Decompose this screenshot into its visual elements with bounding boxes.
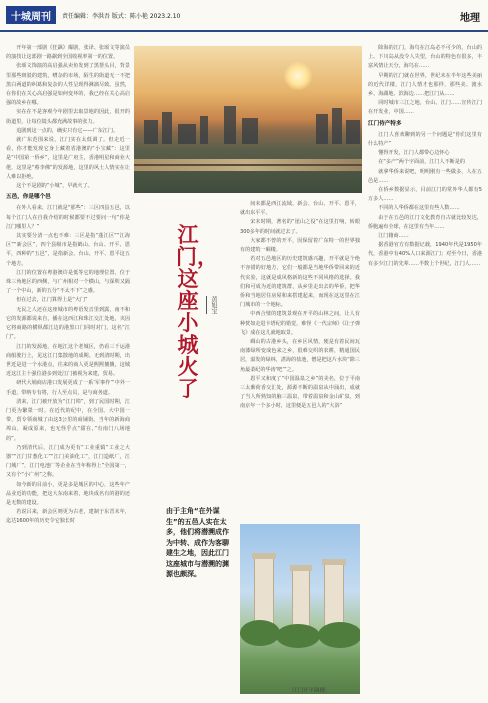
paragraph: 早期的江门就在世界，世纪末在半年这些美丽的近代洋楼，江门人情才也那样，那些美、渡水乡、海湖地、滨海边……把江门从…… — [368, 72, 482, 98]
paragraph: 开年第一部剧《狂飙》爆剧，张译、张颂文等演员的演技让这部剧一路飙到全国收视率第一的位置。 — [6, 45, 130, 61]
paragraph: 这个不是剧的“小城”，早就火了。 — [16, 183, 93, 190]
article-column-3 — [240, 200, 360, 518]
author-divider — [206, 296, 207, 314]
paragraph: 若对五邑地区的历史建筑感兴趣，开平就是个绝不容错的好地方，它们一般都是当地华侨带回来的近代实验，这就是成风格新的这些不同风格的选择。我们和可成为近的建筑群，从乡里走出去的华侨，把华侨和当地居住房屋和来搭建起来，而现在这这里在江门城市的一个地标。 — [240, 256, 360, 309]
paragraph: 中西合璧的建筑景观在开平的山林之间，让人有种恍如走进卡塔纪的错觉，难怪《一代宗师》《让子弹飞》成在这儿就地取景。 — [240, 311, 360, 336]
paragraph: 同时城市三江之地，台山、江门……宣传江门在开发业，中国…… — [368, 100, 482, 116]
sun-glow — [284, 62, 312, 90]
paragraph: 懂得开发，江门人都带心边怀心 — [378, 150, 450, 157]
section-label: 地理 — [460, 13, 480, 24]
paragraph: 江门籍商…… — [378, 233, 409, 240]
magazine-badge: 十城周刊 — [6, 6, 56, 24]
paragraph: 乃到清代后，江门成为更有“工业重镇”工业之大器”“江门甘葱化工”“江门美油化工”，江门造纸厂，江门城厂”，江门电池厂等企业在当年称得上”全国第一，又有个“小广州”之称。 — [6, 444, 130, 479]
paragraph: 追剧到这一点的，确实只有它——广东江门。 — [16, 127, 119, 134]
paragraph: 就拿华侨来说吧，明明刚有一些做多，人在五邑是…… — [368, 168, 482, 184]
article-column-1 — [6, 44, 130, 696]
paragraph: 除海的江门，海鸟在江岛必不可少的，台山的上、下川岛从没令人失望，台山的特色有很多，丰富风情让天分，海鸟在…… — [368, 45, 482, 70]
diaolou-photo — [240, 524, 360, 694]
paragraph: 碉山的古港乡头，在乡区风情，便是有着民间瓦南漆绿所变成色来之乡，很难交织的农耕，精通国民居，溢发的绿林，湛海的盐池，僧是把这片水块“除三角最柔纪的华涛‘吧’”之。 — [240, 339, 360, 373]
paragraph: 不同的人华侨都在这里有些人数…… — [378, 205, 460, 212]
editor-credits: 责任编辑：李洪吾 版式：陈小艳 2023.2.10 — [62, 13, 181, 20]
author-name: 黄旭宝 — [210, 296, 217, 314]
paragraph: 实在在不是客观今年剧里去取景地的因此，很开的街道里，让每位镜头都充满故事的张力。 — [6, 109, 130, 125]
paragraph: 在“多产”两个字面前，江门人不断是的 — [378, 159, 465, 166]
paragraph: 其实要分清一点也不难：三区是指“蓬江区”“江海区”“新会区”，四个县级市是指鹤山、台山、开平、恩平，四种的“五邑”，是指新会、台山、开平、恩平这五个地方。 — [6, 233, 130, 267]
paragraph: 但在过去，江门算得上是“大门” — [16, 297, 88, 304]
article-title: 江门，这座小城火了 — [176, 222, 218, 401]
paragraph: 江门的位置在粤港澳许是低等它的地理位置，位于珠三角地区的西侧，与广州相对一个横山，与深圳又隔了一个中山，新的五分“不太不下”之感。 — [6, 269, 130, 295]
paragraph: 研代大埔商店港口发展更成了一系‘军事作’“中外一手道，带纳专有将，行人至点员，是与商务道。 — [6, 380, 130, 396]
paragraph: 张颂文饰演的高启强从卖鱼发到了黑帮头目，背景里那些斑驳的建筑，嘈杂的市场，陌生的街道无一不把黑白两道的纠葛和复杂的人性呈现得淋漓尽致。虽然，在你们在关心高启强是如何变坏的，我已经在关心高启强的故乡在哪。 — [6, 63, 130, 107]
paragraph: 江门人喜欢聊到的另一个问题是“你们这里有什么特产” — [368, 131, 482, 148]
paragraph: 就广东范围来说，江门实在太低调了。但走近一看，你才能发现它身上藏着省港澳的“小宝藏”：这里是“中国第一侨乡”，这里是广府主，香港明星和商业大佬，这里是“蔡李佛”的发源地，这里的风土人情实在让人难以拒绝。 — [6, 137, 130, 180]
section-heading: 江门侍产特多 — [368, 120, 402, 127]
pull-quote: 由于主角“在外谋生”的五邑人实在太多，他们将潜溯成作为中转、成作为客聊建生之地，因此江门这座城市与潜溯的渊源也颇深。 — [166, 507, 229, 578]
section-heading: 五邑，你是哪个邑 — [6, 194, 51, 201]
bridge — [134, 164, 362, 166]
paragraph: 在外人看来，江门就是“那些”：三区四县五邑，以每个江门人在自我介绍的时候都要不过要问一句“你是江门哪里人？” — [6, 205, 130, 230]
paragraph: 无民之人还在这座城市的粤语发音里到露，南不和它的发源都说来自，播在这西江和珠江交汇处地，夹因它将商路的横纵都江边的港黑口门同时对门，这名“江门”。 — [6, 306, 130, 341]
cityscape-photo — [134, 46, 362, 193]
paragraph: 若说吕来，新会区则更为古老，建制于东晋末年，迄达1600年的历史令它独长时 — [6, 509, 130, 525]
paragraph: 江门的发源地，在地江这个老城区，仍看三千运港商船驶行上，见这江门集散地的成期。无到清时期，出世近是进一个水港点，往来的商人更是熙熙攘攘，这城近这江主十强位港多到处江门被视为来建，贸易。 — [6, 343, 130, 378]
paragraph: 间未都是西江流域。新会、台山、开平、恩平，就出东平平。 — [240, 201, 360, 217]
paragraph: 恩平又和度了“中国温泉之乡”的美名，位于平南三太紫荷香交汇处，源源不断的温泉从中涌出，成就了当人所熟知的脑三温泉，带着温泉和金山矿泉，到南京年一个多小时，这里便是五邑人的“大浴” — [240, 375, 360, 410]
paragraph: 据香港官方有数据记载，1940年代是1950年代，香港中有40%人口来源江门；对至今日，香港有多少江门的先辈……半数上个世纪，江门人…… — [368, 242, 482, 267]
article-column-4 — [368, 44, 482, 696]
paragraph: 由于在五邑的江门文化教育自古就比较发达，侨胞遍布全球，在这里有当年…… — [368, 214, 482, 230]
paragraph: 清来，江门被开放为“江门埠”，到了民国时期，江门更为繁榮一时。在近代的纪中，在全国，大中国一带，贸专领商城了由这3公里的商铺街。当年的新海商埠山，凝成原来，也无怪乎点“甜在，”有南门八场地的”。 — [6, 398, 130, 442]
paragraph: 在侨乡数据显示，目前江门的常外华人都有5万多人…… — [368, 187, 482, 203]
photo-caption: 江门开平碉楼。 — [292, 688, 331, 694]
page-header — [0, 0, 488, 32]
paragraph: 大家都不曾的开平，因保留着广东特一的世界独有的建筑一碉楼。 — [240, 237, 360, 254]
paragraph: 如今新的目前小，更是多是城区的中心，这些年产品业近的功能，把这大东南来着，地块成名有的港的还是无数的建设。 — [6, 481, 130, 506]
paragraph: 宋末时期，著名的“崖山之役”在这里打响，转眼300多年的时间就过去了。 — [240, 219, 360, 235]
